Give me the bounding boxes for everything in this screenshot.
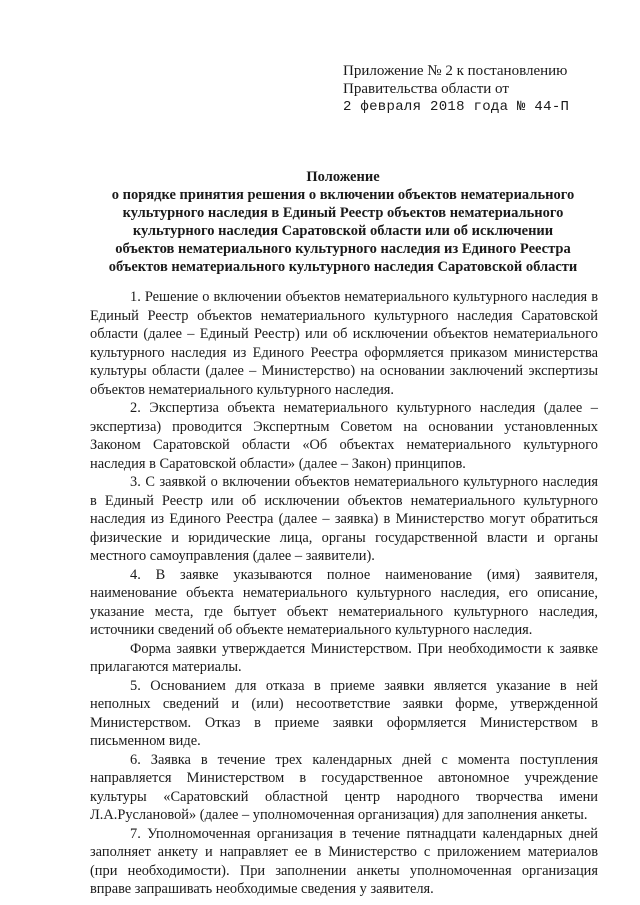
paragraph-2: 2. Экспертиза объекта нематериального культурного наследия (далее – экспертиза) проводится Экспертным Советом на основании установленных Законом Саратовской области «Об объектах нематериального культурного наследия в Саратовской области» (далее – Закон) принципов. xyxy=(90,400,598,472)
title-line-1: Положение xyxy=(306,169,380,185)
appendix-line-1: Приложение № 2 к постановлению xyxy=(343,63,568,79)
appendix-header xyxy=(343,62,569,116)
title-line-5: объектов нематериального культурного наследия из Единого Реестра xyxy=(115,241,571,257)
title-line-6: объектов нематериального культурного наследия Саратовской области xyxy=(108,259,578,275)
paragraph-1: 1. Решение о включении объектов нематериального культурного наследия в Единый Реестр объектов нематериального культурного наследия Саратовской области (далее – Единый Реестр) или об исключении объектов нематериального культурного наследия из Единого Реестра оформляется приказом министерства культуры области (далее – Министерство) на основании заключений экспертизы объектов нематериального культурного наследия. xyxy=(90,289,598,398)
title-line-4: культурного наследия Саратовской области или об исключении xyxy=(132,223,554,239)
paragraph-5: 5. Основанием для отказа в приеме заявки является указание в ней неполных сведений и (или) несоответствие заявки форме, утвержденной Министерством. Отказ в приеме заявки оформляется Министерством в письменном виде. xyxy=(90,677,598,749)
paragraph-4-form: Форма заявки утверждается Министерством. При необходимости к заявке прилагаются материалы. xyxy=(90,640,598,675)
appendix-date-line: 2 февраля 2018 года № 44-П xyxy=(343,99,570,115)
paragraph-4: 4. В заявке указываются полное наименование (имя) заявителя, наименование объекта нематериального культурного наследия, его описание, указание места, где бытует объект нематериального культурного наследия, источники сведений об объекте нематериального культурного наследия. xyxy=(90,566,598,638)
title-line-3: культурного наследия в Единый Реестр объектов нематериального xyxy=(122,205,564,221)
paragraph-3: 3. С заявкой о включении объектов нематериального культурного наследия в Единый Реестр или об исключении объектов нематериального культурного наследия из Единого Реестра (далее – заявка) в Министерство могут обратиться физические и юридические лица, органы государственной власти и органы местного самоуправления (далее – заявители). xyxy=(90,474,598,564)
document-body xyxy=(90,288,598,899)
paragraph-6: 6. Заявка в течение трех календарных дней с момента поступления направляется Министерством в государственное автономное учреждение культуры «Саратовский областной центр народного творчества имени Л.А.Руслановой» (далее – уполномоченная организация) для заполнения анкеты. xyxy=(90,751,598,823)
appendix-line-2: Правительства области от xyxy=(343,81,509,97)
paragraph-7: 7. Уполномоченная организация в течение пятнадцати календарных дней заполняет анкету и направляет ее в Министерство с приложением материалов (при необходимости). При заполнении анкеты уполномоченная организация вправе запрашивать необходимые сведения у заявителя. xyxy=(90,825,598,897)
title-line-2: о порядке принятия решения о включении объектов нематериального xyxy=(111,187,575,203)
document-title xyxy=(88,168,598,276)
